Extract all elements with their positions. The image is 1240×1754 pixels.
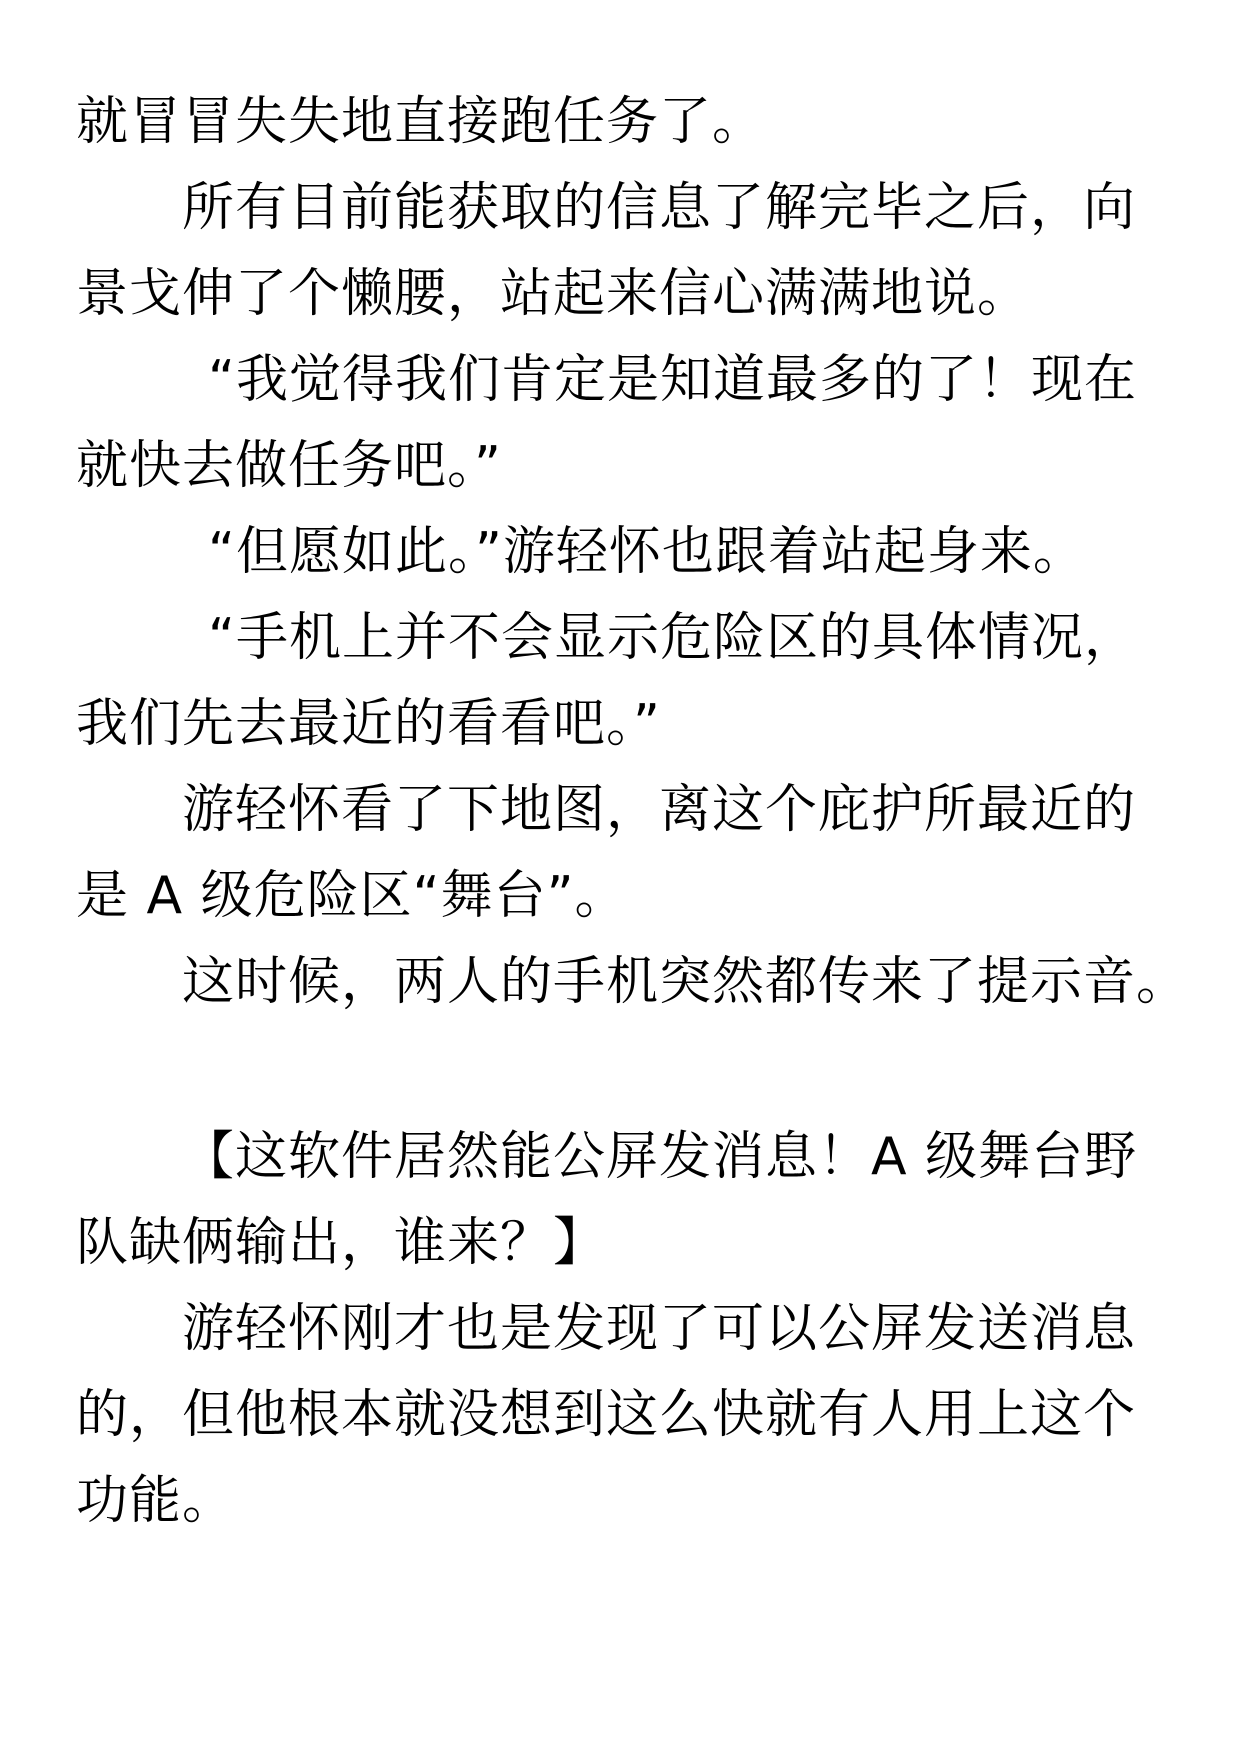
text-line (0, 1112, 1240, 1202)
text-line-content: “手机上并不会显示危险区的具体情况， (208, 608, 1137, 668)
text-line-content: 是 A 级危险区“舞台”。 (76, 866, 628, 926)
text-line (0, 593, 1240, 683)
text-line (0, 1456, 1240, 1546)
text-line (0, 1284, 1240, 1374)
text-line-content: 所有目前能获取的信息了解完毕之后，向 (182, 178, 1137, 238)
text-line (0, 1370, 1240, 1460)
text-line-content: 队缺俩输出，谁来？】 (76, 1213, 607, 1273)
text-line (0, 249, 1240, 339)
text-line-content: 的，但他根本就没想到这么快就有人用上这个 (76, 1385, 1137, 1445)
text-line-content: 游轻怀看了下地图，离这个庇护所最近的 (182, 780, 1137, 840)
text-line-content: 这时候，两人的手机突然都传来了提示音。 (182, 952, 1190, 1012)
text-line (0, 507, 1240, 597)
text-line (0, 77, 1240, 167)
text-line (0, 937, 1240, 1027)
text-line (0, 335, 1240, 425)
text-line-content: 【这软件居然能公屏发消息！A 级舞台野 (182, 1127, 1138, 1187)
text-line (0, 765, 1240, 855)
text-line-content: 功能。 (76, 1471, 236, 1531)
text-line-content: 景戈伸了个懒腰，站起来信心满满地说。 (76, 264, 1031, 324)
text-line-content: “我觉得我们肯定是知道最多的了！现在 (208, 350, 1137, 410)
text-line (0, 1198, 1240, 1288)
text-line-content: “但愿如此。”游轻怀也跟着站起身来。 (208, 522, 1086, 582)
text-line-content: 就快去做任务吧。” (76, 436, 502, 496)
text-line-content: 游轻怀刚才也是发现了可以公屏发送消息 (182, 1299, 1137, 1359)
text-line (0, 679, 1240, 769)
text-line-content: 就冒冒失失地直接跑任务了。 (76, 92, 766, 152)
text-line (0, 421, 1240, 511)
text-line (0, 851, 1240, 941)
text-line-content: 我们先去最近的看看吧。” (76, 694, 661, 754)
text-line (0, 163, 1240, 253)
